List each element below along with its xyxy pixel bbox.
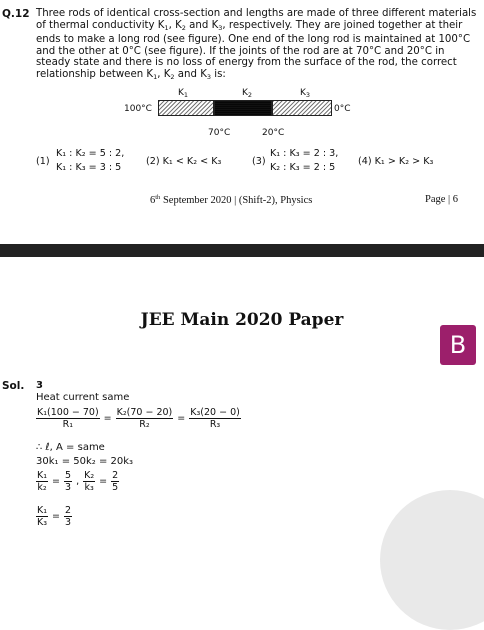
option-3-number: (3) — [252, 156, 266, 167]
option-2: (2) K₁ < K₂ < K₃ — [146, 156, 222, 167]
k3-label: $K_3$ — [300, 88, 311, 99]
right-temp: 0°C — [334, 104, 351, 114]
joint-temp-1: 70°C — [208, 128, 231, 138]
rod-segment-2 — [214, 100, 272, 116]
equation-1: $\frac{\text{K₁(100 − 70)}}{\text{R₁}}$ = $\frac{\text{K₂(70 − 20)}}{\text{R₂}}$ = $\frac{\text{K₃(20 − 0)}}{\text{R₃}}$ — [37, 407, 240, 430]
left-temp: 100°C — [124, 104, 152, 114]
joint-temp-2: 20°C — [262, 128, 285, 138]
equation-2: $\frac{\text{K₁}}{\text{k₂}}$ = $\frac{5}{3}$ , $\frac{\text{K₂}}{\text{k₃}}$ = $\frac{2}{5}$ — [37, 470, 119, 493]
option-4: (4) K₁ > K₂ > K₃ — [358, 156, 434, 167]
question-number: Q.12 — [2, 8, 30, 20]
solution-line-1: Heat current same — [36, 392, 130, 403]
k1-label: $K_1$ — [178, 88, 189, 99]
equation-3: $\frac{\text{K₁}}{\text{K₃}}$ = $\frac{2}{3}$ — [37, 505, 72, 528]
option-3-line1: K₁ : K₃ = 2 : 3, — [270, 148, 339, 159]
solution-answer: 3 — [36, 380, 43, 391]
option-1-line1: K₁ : K₂ = 5 : 2, — [56, 148, 125, 159]
option-3-line2: K₂ : K₃ = 2 : 5 — [270, 162, 336, 173]
question-text: Three rods of identical cross-section and lengths are made of three different materials of thermal conductivity $K_1$, $K_2$ and $K_3$, respectively. They are joined together at their ends to make a long rod (see figure). One end of the long rod is maintained at 100°C and the other at 0°C (see figure). If the joints of the rod are at 70°C and 20°C in steady state and there is no loss of energy from the surface of the rod, the correct relationship between $K_1$, $K_2$ and $K_3$ is: — [36, 8, 477, 81]
background-decoration — [380, 490, 484, 630]
solution-line-2: ∴ ℓ, A = same — [36, 442, 105, 453]
brand-logo-icon: B — [440, 325, 476, 365]
k2-label: $K_2$ — [242, 88, 253, 99]
rod-segment-3 — [272, 100, 332, 116]
option-1-line2: K₁ : K₃ = 3 : 5 — [56, 162, 122, 173]
solution-label: Sol. — [2, 380, 25, 392]
page-number: Page | 6 — [425, 194, 459, 205]
page-footer-info: 6th September 2020 | (Shift-2), Physics — [150, 194, 313, 206]
option-1-number: (1) — [36, 156, 50, 167]
rod-segment-1 — [158, 100, 214, 116]
solution-line-3: 30k₁ = 50k₂ = 20k₃ — [36, 456, 134, 467]
page-separator — [0, 244, 484, 257]
paper-title: JEE Main 2020 Paper — [140, 310, 344, 330]
